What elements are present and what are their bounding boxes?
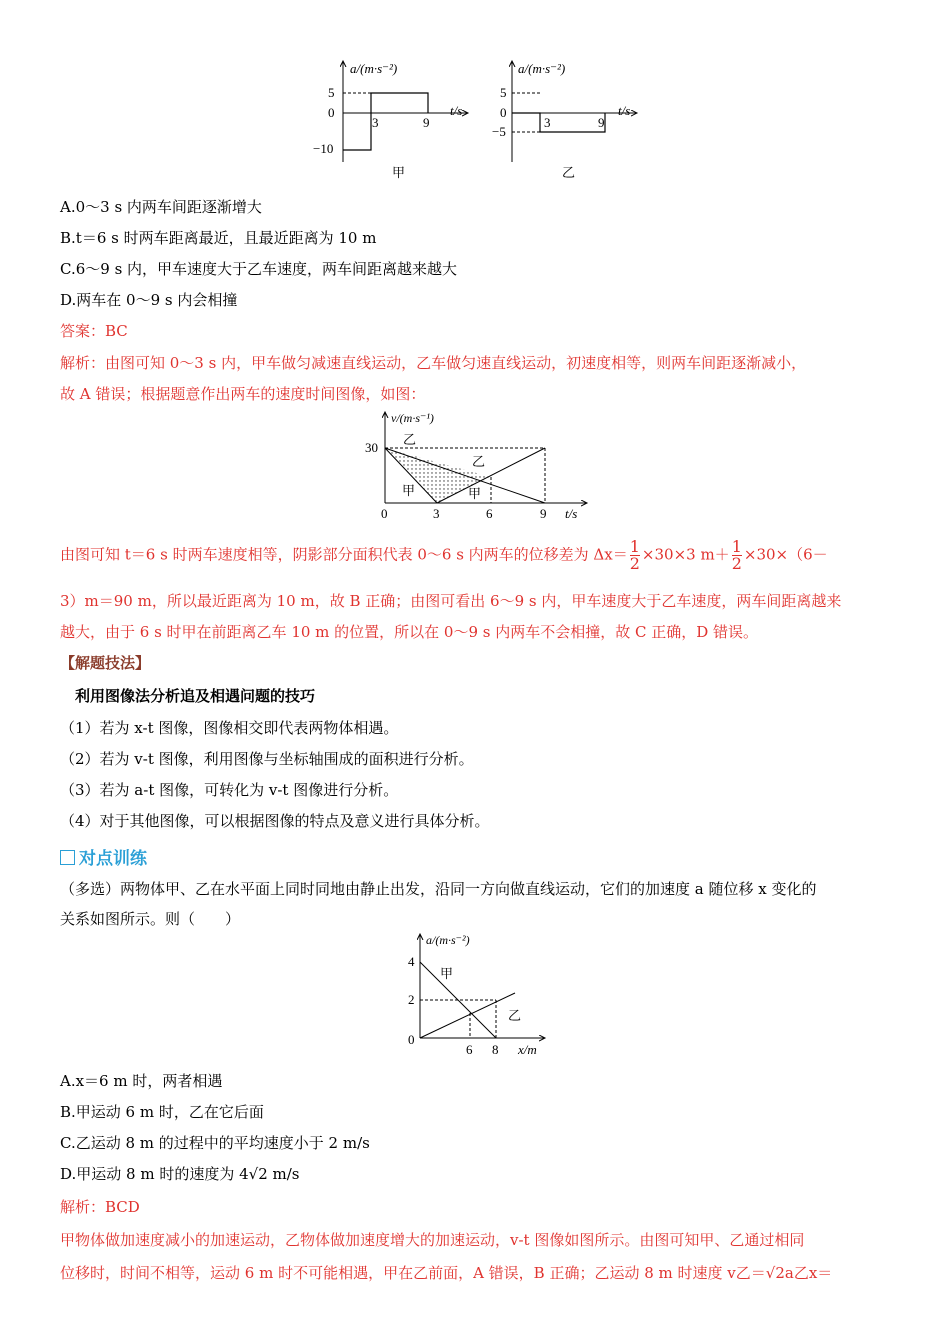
svg-text:乙: 乙 [472,454,486,469]
method-item-2: （2）若为 v-t 图像，利用图像与坐标轴围成的面积进行分析。 [60,750,474,768]
analysis2-line1: 由图可知 t＝6 s 时两车速度相等，阴影部分面积代表 0～6 s 内两车的位移差为 Δx＝ $\frac{1}{2}$ ×30×3 m＋ $\frac{1}{2}$ ×30×（6－ [60,537,828,573]
analysis2-line2: 3）m＝90 m，所以最近距离为 10 m，故 B 正确；由图可看出 6～9 s 内，甲车速度大于乙车速度，两车间距离越来 [60,592,842,610]
analysis3-line1: 甲物体做加速度减小的加速运动，乙物体做加速度增大的加速运动，v-t 图像如图所示。由图可知甲、乙通过相同 [60,1231,805,1249]
yi-xlabel: t/s [618,103,631,118]
graph-yi [492,61,637,180]
svg-text:4: 4 [408,954,415,969]
q1-option-d: D.两车在 0～9 s 内会相撞 [60,291,238,309]
v-t-xlabel: t/s [565,506,578,521]
svg-text:3: 3 [372,115,379,130]
v-t-ylabel: v/(m·s⁻¹) [391,411,434,425]
checkbox-icon [60,850,75,865]
svg-text:−10: −10 [313,141,334,156]
svg-text:乙: 乙 [508,1008,522,1023]
a-x-ylabel: a/(m·s⁻²) [426,933,470,947]
svg-text:3: 3 [433,506,440,521]
svg-text:−5: −5 [492,124,506,139]
figure-v-t-graph [355,408,595,523]
analysis3-head: 解析：BCD [60,1198,140,1216]
svg-text:0: 0 [500,105,507,120]
analysis3-line2: 位移时，时间不相等，运动 6 m 时不可能相遇，甲在乙前面，A 错误，B 正确；乙运动 8 m 时速度 v乙＝√2a乙x＝ [60,1264,833,1282]
svg-text:9: 9 [598,115,605,130]
svg-text:9: 9 [423,115,430,130]
q2-line1: （多选）两物体甲、乙在水平面上同时同地由静止出发，沿同一方向做直线运动，它们的加速度 a 随位移 x 变化的 [60,880,817,898]
svg-text:0: 0 [328,105,335,120]
figure-a-t-graphs [300,55,640,185]
jia-ylabel: a/(m·s⁻²) [350,61,398,76]
svg-text:甲: 甲 [468,486,482,501]
q2-option-b: B.甲运动 6 m 时，乙在它后面 [60,1103,264,1121]
svg-text:3: 3 [544,115,551,130]
svg-text:6: 6 [466,1042,473,1057]
yi-ylabel: a/(m·s⁻²) [518,61,566,76]
method-item-1: （1）若为 x-t 图像，图像相交即代表两物体相遇。 [60,719,399,737]
analysis1-line2: 故 A 错误；根据题意作出两车的速度时间图像，如图： [60,385,426,403]
svg-text:6: 6 [486,506,493,521]
method-subtitle: 利用图像法分析追及相遇问题的技巧 [75,687,316,705]
svg-text:0: 0 [381,506,388,521]
jia-xlabel: t/s [450,103,463,118]
practice-heading: 对点训练 [60,844,147,869]
svg-text:甲: 甲 [440,966,454,981]
q1-option-b: B.t＝6 s 时两车距离最近，且最近距离为 10 m [60,229,377,247]
method-item-4: （4）对于其他图像，可以根据图像的特点及意义进行具体分析。 [60,812,490,830]
svg-text:甲: 甲 [402,483,416,498]
method-title: 【解题技法】 [60,654,151,672]
method-item-3: （3）若为 a-t 图像，可转化为 v-t 图像进行分析。 [60,781,399,799]
svg-text:8: 8 [492,1042,499,1057]
q2-option-a: A.x＝6 m 时，两者相遇 [60,1072,223,1090]
svg-text:30: 30 [365,440,378,455]
q2-option-c: C.乙运动 8 m 的过程中的平均速度小于 2 m/s [60,1134,370,1152]
q1-option-a: A.0～3 s 内两车间距逐渐增大 [60,198,262,216]
svg-text:9: 9 [540,506,547,521]
svg-text:2: 2 [408,992,415,1007]
q2-option-d: D.甲运动 8 m 时的速度为 4√2 m/s [60,1165,300,1183]
graph-jia [313,61,468,180]
answer: 答案：BC [60,322,128,340]
svg-text:5: 5 [500,85,507,100]
svg-text:0: 0 [408,1032,415,1047]
q1-option-c: C.6～9 s 内，甲车速度大于乙车速度，两车间距离越来越大 [60,260,458,278]
analysis1-line1: 解析：由图可知 0～3 s 内，甲车做匀减速直线运动，乙车做匀速直线运动，初速度相等，则两车间距逐渐减小， [60,354,807,372]
figure-a-x-graph [400,930,550,1060]
caption-jia: 甲 [392,165,406,180]
svg-text:乙: 乙 [403,432,417,447]
a-x-xlabel: x/m [518,1042,537,1057]
caption-yi: 乙 [562,165,576,180]
svg-text:5: 5 [328,85,335,100]
q2-line2: 关系如图所示。则（ ） [60,910,241,928]
analysis2-line3: 越大，由于 6 s 时甲在前距离乙车 10 m 的位置，所以在 0～9 s 内两车不会相撞，故 C 正确，D 错误。 [60,623,759,641]
